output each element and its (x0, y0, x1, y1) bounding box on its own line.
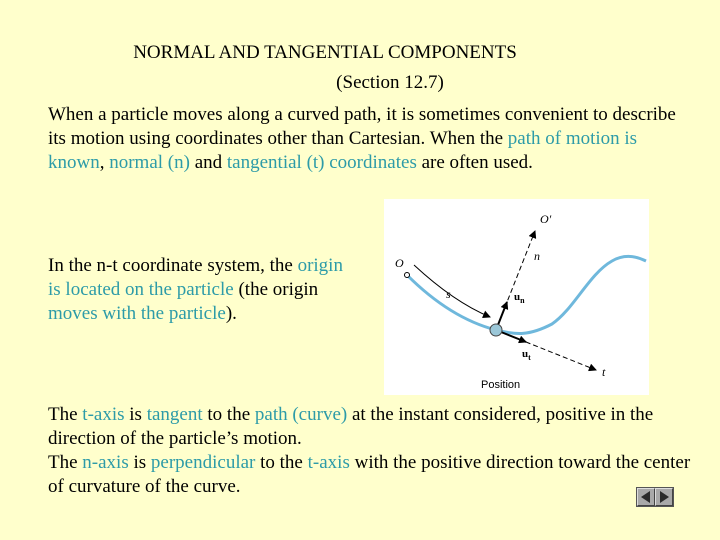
text: with the positive direction toward the center of curvature of the curve. (48, 452, 691, 497)
highlight-origin: origin is located on the particle (48, 255, 343, 300)
intro-paragraph (48, 103, 698, 175)
label-s: s (446, 287, 451, 301)
text: to the (202, 404, 255, 425)
highlight-t-axis: t-axis (82, 404, 125, 425)
highlight-n-axis: n-axis (82, 452, 129, 473)
highlight-moves: moves with the particle (48, 303, 226, 324)
text: When a particle moves along a curved path, it is sometimes convenient to describe its motion using coordinates other than Cartesian. When the (48, 104, 676, 149)
nt-coordinate-figure (384, 199, 649, 395)
text: at the instant considered, positive in the direction of the particle’s motion. (48, 404, 654, 449)
figure-svg (384, 199, 649, 395)
triangle-left-icon (638, 489, 654, 505)
text: and (189, 152, 227, 173)
next-slide-button[interactable] (655, 488, 673, 506)
text: ). (225, 303, 237, 324)
highlight-path-curve: path (curve) (254, 404, 348, 425)
curve-path (407, 256, 646, 333)
text: , (99, 152, 110, 173)
figure-caption: Position (481, 379, 521, 391)
text: is (128, 452, 151, 473)
label-ut-main: u (522, 348, 529, 360)
slide-navigation (636, 487, 674, 507)
highlight-perpendicular: perpendicular (150, 452, 256, 473)
highlight-normal: normal (n) (109, 152, 190, 173)
prev-slide-button[interactable] (637, 488, 655, 506)
text: The (48, 404, 83, 425)
label-ut (522, 348, 531, 362)
highlight-tangent: tangent (146, 404, 203, 425)
text: The (48, 452, 83, 473)
label-un-sub: n (520, 296, 525, 305)
text: is (124, 404, 147, 425)
label-ut-sub: t (528, 353, 531, 362)
title-line-1: NORMAL AND TANGENTIAL COMPONENTS (133, 42, 517, 63)
origin-point (405, 273, 410, 278)
axes-paragraph (48, 403, 698, 499)
label-O: O (395, 256, 404, 270)
highlight-t-axis-2: t-axis (307, 452, 350, 473)
highlight-tangential: tangential (t) coordinates (226, 152, 417, 173)
label-un (514, 291, 525, 305)
particle (490, 324, 502, 336)
title-line-2: (Section 12.7) (336, 72, 444, 93)
label-O-prime: O′ (540, 212, 552, 226)
text: (the origin (233, 279, 319, 300)
label-n: n (534, 249, 540, 263)
highlight-path-known: path of motion is known (48, 128, 638, 173)
text: are often used. (416, 152, 533, 173)
label-t: t (602, 365, 606, 379)
text: to the (255, 452, 308, 473)
label-un-main: u (514, 291, 521, 303)
origin-paragraph (48, 254, 348, 326)
slide-title (0, 38, 720, 98)
triangle-right-icon (656, 489, 672, 505)
text: In the n-t coordinate system, the (48, 255, 298, 276)
